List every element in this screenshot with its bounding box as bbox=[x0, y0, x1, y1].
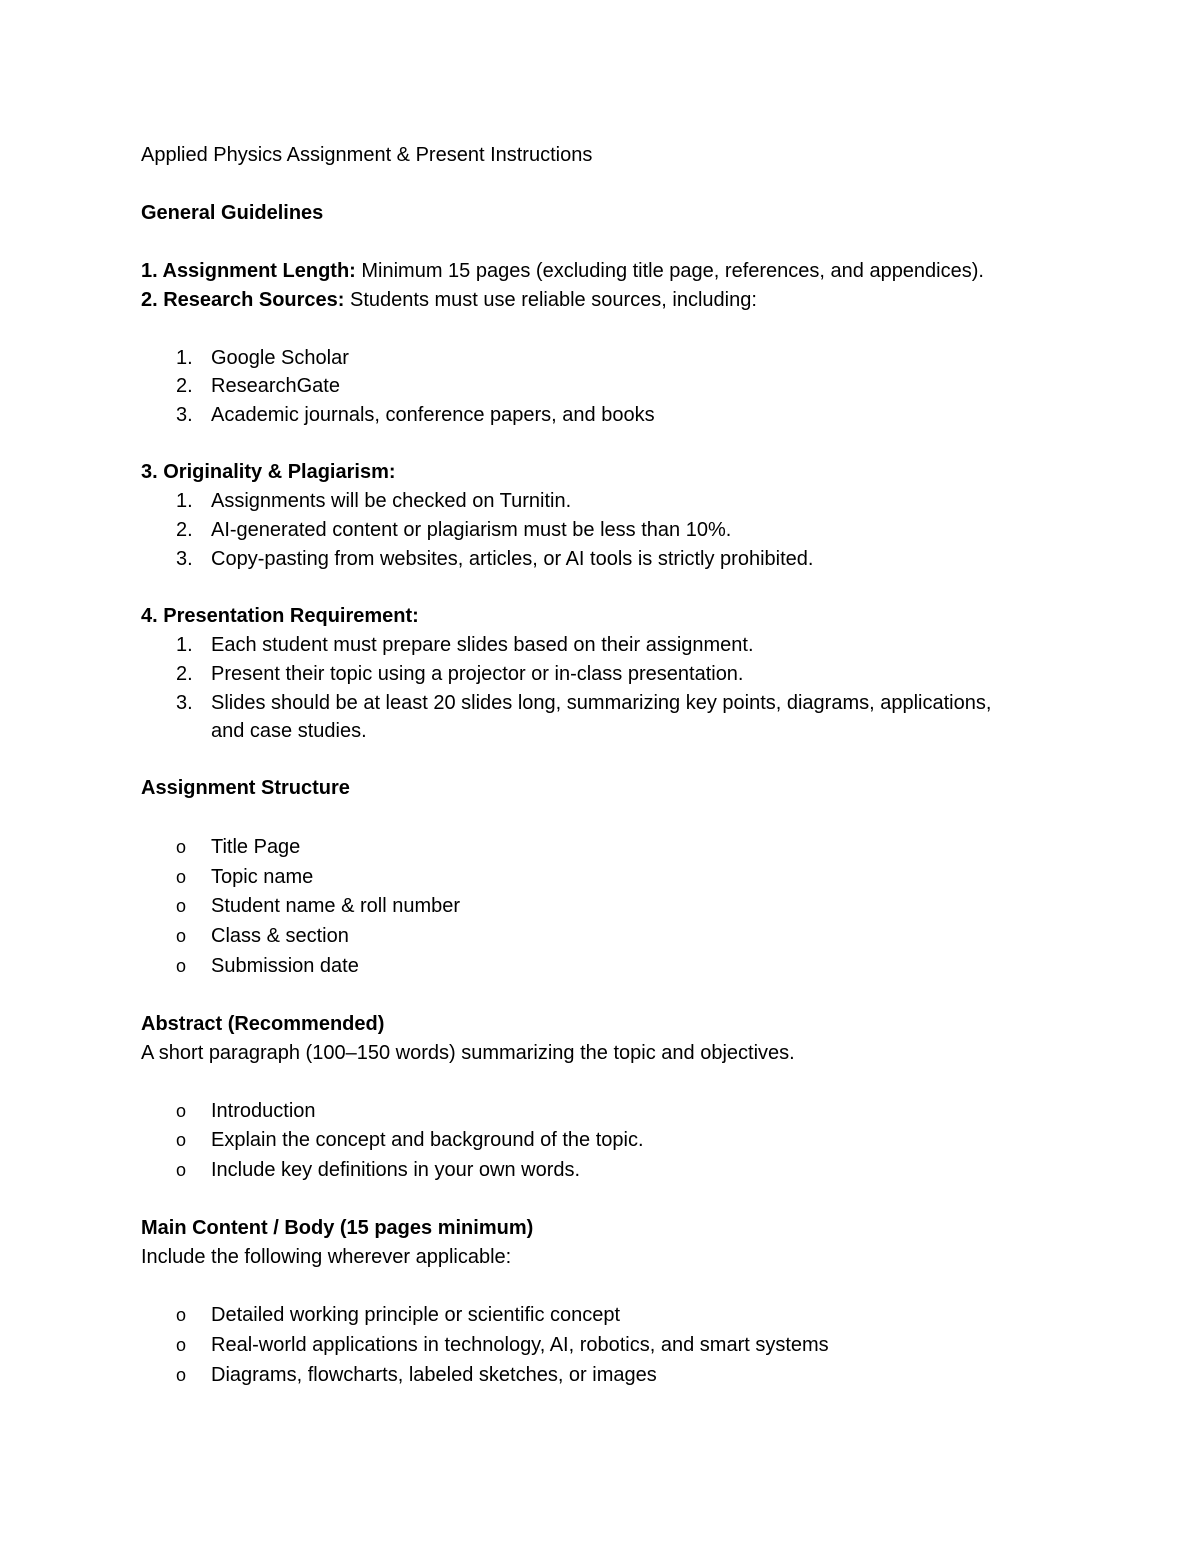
guideline-label: 1. Assignment Length: bbox=[141, 260, 356, 282]
list-item: Submission date bbox=[211, 955, 359, 977]
list-item: Title Page bbox=[211, 836, 301, 858]
guideline-research-sources bbox=[141, 288, 757, 312]
bullet-marker: o bbox=[176, 1130, 187, 1150]
bullet-marker: o bbox=[176, 1335, 187, 1355]
list-item: Explain the concept and background of the topic. bbox=[211, 1129, 644, 1151]
list-number: 1. bbox=[176, 490, 193, 512]
list-number: 2. bbox=[176, 663, 193, 685]
list-number: 2. bbox=[176, 375, 193, 397]
list-number: 3. bbox=[176, 692, 193, 714]
assignment-structure-heading: Assignment Structure bbox=[141, 777, 350, 799]
abstract-text: A short paragraph (100–150 words) summarizing the topic and objectives. bbox=[141, 1042, 795, 1064]
list-item: Topic name bbox=[211, 866, 314, 888]
guideline-text: Minimum 15 pages (excluding title page, references, and appendices). bbox=[355, 260, 984, 282]
list-item: Academic journals, conference papers, and books bbox=[211, 404, 655, 426]
bullet-marker: o bbox=[176, 956, 187, 976]
list-number: 3. bbox=[176, 404, 193, 426]
bullet-marker: o bbox=[176, 1101, 187, 1121]
list-item: ResearchGate bbox=[211, 375, 340, 397]
bullet-marker: o bbox=[176, 837, 187, 857]
list-item-continuation: and case studies. bbox=[211, 720, 367, 742]
list-item: Slides should be at least 20 slides long, summarizing key points, diagrams, applications, bbox=[211, 692, 992, 714]
list-item: Assignments will be checked on Turnitin. bbox=[211, 490, 572, 512]
list-item: Class & section bbox=[211, 925, 349, 947]
list-number: 3. bbox=[176, 548, 193, 570]
list-number: 1. bbox=[176, 347, 193, 369]
bullet-marker: o bbox=[176, 1160, 187, 1180]
list-item: Detailed working principle or scientific concept bbox=[211, 1304, 621, 1326]
guideline-label: 2. Research Sources: bbox=[141, 289, 345, 311]
list-item: Diagrams, flowcharts, labeled sketches, or images bbox=[211, 1364, 657, 1386]
document-title: Applied Physics Assignment & Present Instructions bbox=[141, 144, 593, 166]
guideline-text: Students must use reliable sources, including: bbox=[344, 289, 757, 311]
general-guidelines-heading: General Guidelines bbox=[141, 202, 324, 224]
list-item: Present their topic using a projector or in-class presentation. bbox=[211, 663, 744, 685]
main-content-text: Include the following wherever applicable: bbox=[141, 1246, 512, 1268]
list-number: 1. bbox=[176, 634, 193, 656]
list-item: AI-generated content or plagiarism must be less than 10%. bbox=[211, 519, 732, 541]
list-item: Introduction bbox=[211, 1100, 316, 1122]
list-item: Each student must prepare slides based on their assignment. bbox=[211, 634, 754, 656]
list-number: 2. bbox=[176, 519, 193, 541]
bullet-marker: o bbox=[176, 926, 187, 946]
originality-heading: 3. Originality & Plagiarism: bbox=[141, 461, 396, 483]
abstract-heading: Abstract (Recommended) bbox=[141, 1013, 385, 1035]
list-item: Google Scholar bbox=[211, 347, 349, 369]
bullet-marker: o bbox=[176, 896, 187, 916]
main-content-heading: Main Content / Body (15 pages minimum) bbox=[141, 1217, 534, 1239]
list-item: Copy-pasting from websites, articles, or AI tools is strictly prohibited. bbox=[211, 548, 814, 570]
list-item: Real-world applications in technology, AI, robotics, and smart systems bbox=[211, 1334, 829, 1356]
presentation-heading: 4. Presentation Requirement: bbox=[141, 605, 419, 627]
list-item: Student name & roll number bbox=[211, 895, 461, 917]
list-item: Include key definitions in your own words. bbox=[211, 1159, 581, 1181]
bullet-marker: o bbox=[176, 1305, 187, 1325]
bullet-marker: o bbox=[176, 1365, 187, 1385]
guideline-assignment-length bbox=[141, 259, 984, 283]
bullet-marker: o bbox=[176, 867, 187, 887]
